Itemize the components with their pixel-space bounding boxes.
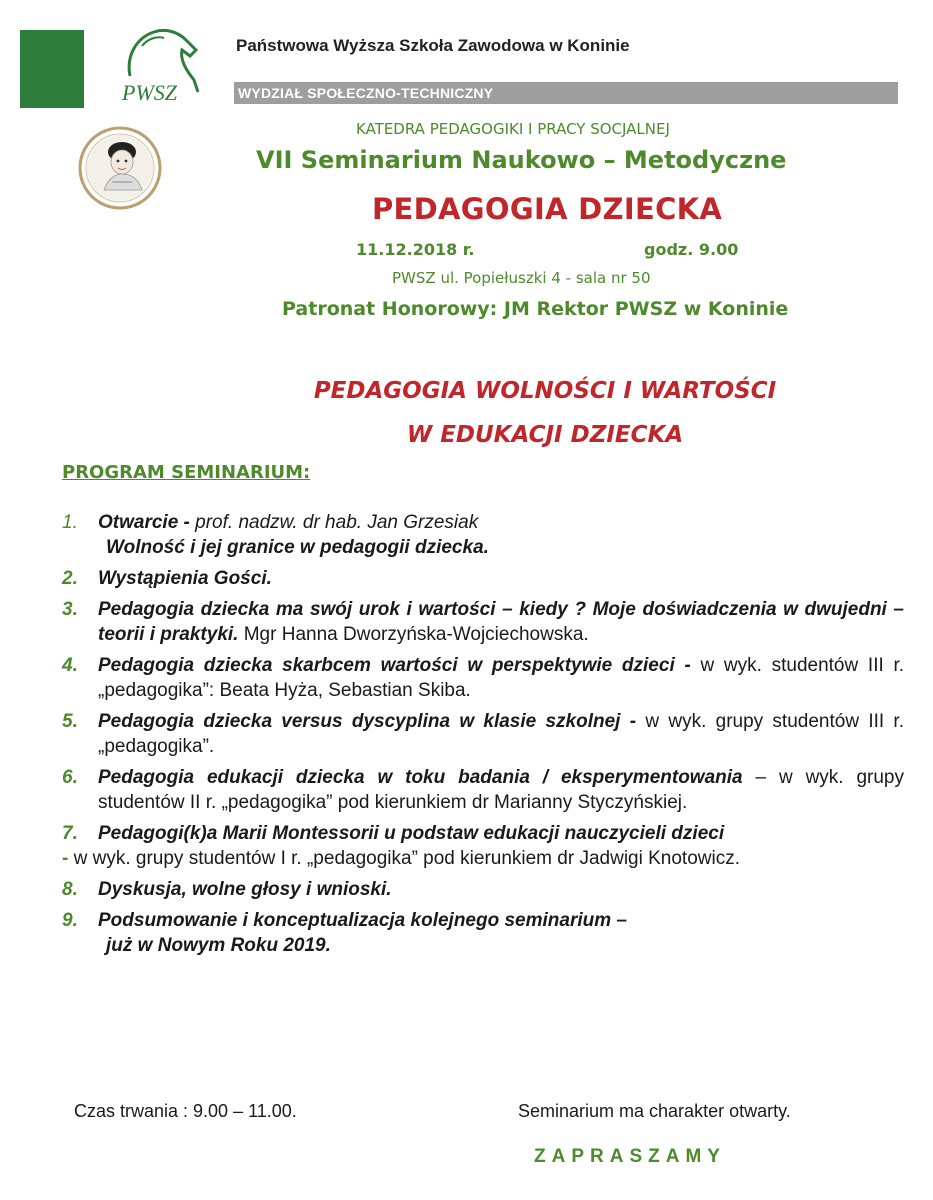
item-title: Pedagogia dziecka skarbcem wartości w perspektywie dzieci - [98,655,701,676]
program-item [62,597,904,647]
open-note: Seminarium ma charakter otwarty. [518,1101,791,1121]
main-title: PEDAGOGIA DZIECKA [372,192,723,226]
program-item [62,908,904,958]
item-number: 7. [62,823,78,844]
logo-green-square [20,30,84,108]
program-item [62,709,904,759]
faculty-name: WYDZIAŁ SPOŁECZNO-TECHNICZNY [238,85,494,101]
theme-line-1: PEDAGOGIA WOLNOŚCI I WARTOŚCI [313,378,777,404]
item-subtitle: Wolność i jej granice w pedagogii dziecka. [106,537,489,558]
item-title: Dyskusja, wolne głosy i wnioski. [98,879,392,900]
item-title: Otwarcie - [98,512,196,533]
item-title-continued: już w Nowym Roku 2019. [106,935,331,956]
honorary-patron: Patronat Honorowy: JM Rektor PWSZ w Koninie [282,298,789,320]
child-portrait-image [76,124,164,212]
item-number: 8. [62,879,78,900]
item-number: 6. [62,767,78,788]
item-number: 2. [62,568,78,589]
item-title: Pedagogi(k)a Marii Montessorii u podstaw edukacji nauczycieli dzieci [98,823,725,844]
pwsz-horse-logo [112,26,204,110]
event-time: godz. 9.00 [644,240,739,259]
item-detail: w wyk. grupy studentów I r. „pedagogika” pod kierunkiem dr Jadwigi Knotowicz. [73,848,740,869]
item-title: Pedagogia dziecka ma swój urok i wartości – kiedy ? Moje doświadczenia w dwujedni – teorii i praktyki. [98,599,904,645]
item-dash: - [62,848,74,869]
item-title: Podsumowanie i konceptualizacja kolejnego seminarium – [98,910,627,931]
program-item [62,877,904,902]
program-heading: PROGRAM SEMINARIUM: [62,462,311,483]
item-number: 9. [62,910,78,931]
item-detail: – w wyk. grupy studentów II r. „pedagogika” pod kierunkiem dr Marianny Styczyńskiej. [98,767,904,813]
program-item [62,765,904,815]
program-item [62,653,904,703]
program-item [62,821,904,871]
department-name: KATEDRA PEDAGOGIKI I PRACY SOCJALNEJ [356,120,670,138]
item-detail: w wyk. grupy studentów III r. „pedagogika”. [98,711,904,757]
event-date: 11.12.2018 r. [356,240,475,259]
program-item [62,566,904,591]
theme-line-2: W EDUKACJI DZIECKA [406,422,684,448]
program-list [62,510,904,964]
item-title: Pedagogia edukacji dziecka w toku badania / eksperymentowania [98,767,743,788]
program-item [62,510,904,560]
item-number: 4. [62,655,78,676]
item-number: 5. [62,711,78,732]
item-number: 3. [62,599,78,620]
item-title: Pedagogia dziecka versus dyscyplina w klasie szkolnej - [98,711,646,732]
event-place: PWSZ ul. Popiełuszki 4 - sala nr 50 [392,269,651,287]
duration: Czas trwania : 9.00 – 11.00. [74,1101,297,1121]
item-title: Wystąpienia Gości. [98,568,272,589]
seminar-title: VII Seminarium Naukowo – Metodyczne [256,146,787,174]
item-speaker: prof. nadzw. dr hab. Jan Grzesiak [195,512,479,533]
school-name: Państwowa Wyższa Szkoła Zawodowa w Koninie [236,36,630,55]
item-detail: Mgr Hanna Dworzyńska-Wojciechowska. [238,624,589,645]
item-detail: w wyk. studentów III r. „pedagogika”: Beata Hyża, Sebastian Skiba. [98,655,905,701]
invitation: ZAPRASZAMY [534,1146,726,1167]
item-number: 1. [62,512,78,533]
logo-text: PWSZ [122,80,177,105]
